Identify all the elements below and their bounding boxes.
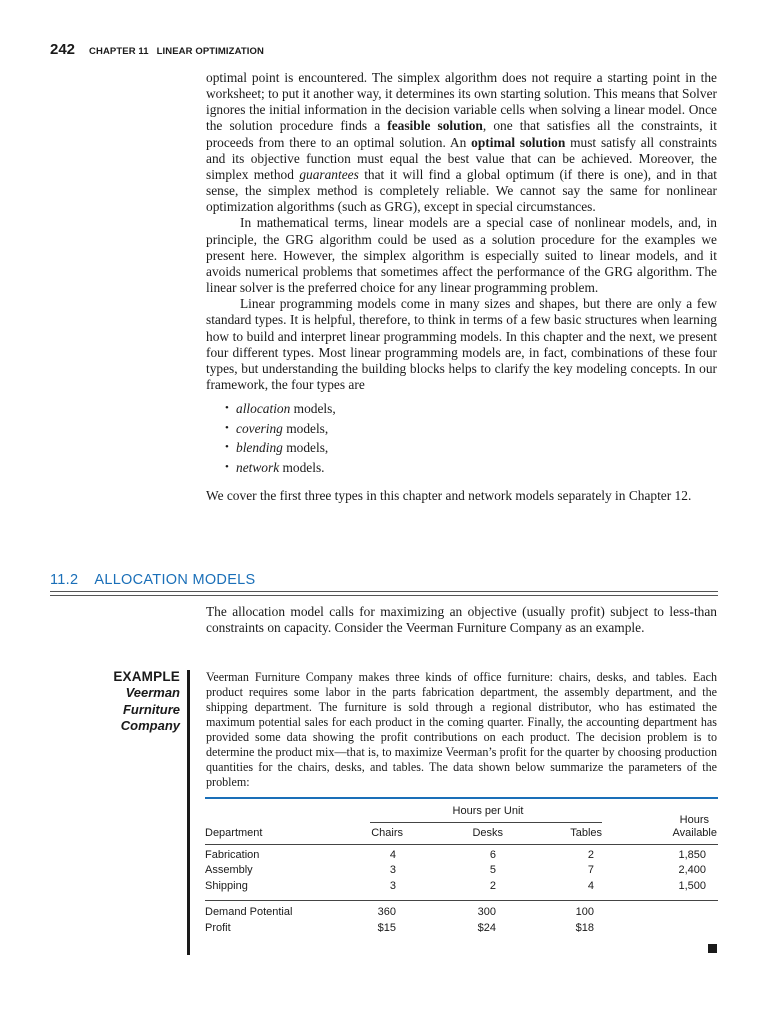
model-types-list bbox=[206, 399, 717, 477]
term-optimal-solution: optimal solution bbox=[471, 134, 566, 150]
col-header-hours: Hours bbox=[679, 814, 709, 826]
example-label bbox=[50, 668, 180, 735]
chapter-header bbox=[89, 46, 264, 57]
text-run: must satisfy all constraints and its objective function must equal the best value that can be achieved. Moreover, the simplex method bbox=[206, 134, 717, 182]
cell-tables: 4 bbox=[587, 880, 594, 892]
example-name-line: Veerman bbox=[125, 685, 180, 700]
cell-tables: 7 bbox=[587, 864, 594, 876]
group-header-rule bbox=[370, 822, 602, 823]
cell-profit-desks: $24 bbox=[477, 922, 496, 934]
cell-chairs: 3 bbox=[389, 880, 396, 892]
cell-chairs: 4 bbox=[389, 849, 396, 861]
cell-tables: 2 bbox=[587, 849, 594, 861]
cell-hours: 1,500 bbox=[678, 880, 706, 892]
emphasis-guarantees: guarantees bbox=[299, 166, 359, 182]
row-dept: Assembly bbox=[205, 864, 253, 876]
row-profit-label: Profit bbox=[205, 922, 231, 934]
paragraph-simplex bbox=[206, 70, 717, 215]
cell-desks: 2 bbox=[489, 880, 496, 892]
table-group-header: Hours per Unit bbox=[452, 805, 524, 817]
running-header bbox=[50, 41, 264, 59]
cell-profit-chairs: $15 bbox=[377, 922, 396, 934]
example-name-line: Furniture bbox=[122, 701, 180, 717]
cell-demand-desks: 300 bbox=[477, 906, 496, 918]
text-run: , one that satisfies all the constraints, it proceeds from there to an optimal solution. An bbox=[206, 118, 717, 150]
col-header-available: Available bbox=[672, 827, 717, 839]
text-run: optimal point is encountered. The simplex algorithm does not require a starting point in the worksheet; to put it another way, it determines its own starting solution. This means that Solver ignores the initial information in the decision variable cells when solving a linear model. Once the solution procedure finds a bbox=[206, 70, 717, 134]
cell-desks: 5 bbox=[489, 864, 496, 876]
section-title: ALLOCATION MODELS bbox=[94, 572, 256, 588]
term-feasible-solution: feasible solution bbox=[387, 118, 483, 134]
section-heading bbox=[50, 572, 256, 588]
body-text-top bbox=[206, 70, 717, 504]
col-header-department: Department bbox=[205, 827, 263, 839]
cell-desks: 6 bbox=[489, 849, 496, 861]
section-intro bbox=[206, 604, 717, 636]
page-number: 242 bbox=[50, 41, 76, 58]
paragraph-allocation-intro: The allocation model calls for maximizing an objective (usually profit) subject to less-than constraints on capacity. Consider the Veerman Furniture Company as an example. bbox=[206, 604, 717, 636]
col-header-chairs: Chairs bbox=[371, 827, 403, 839]
row-dept: Shipping bbox=[205, 880, 248, 892]
example-text bbox=[206, 670, 717, 790]
col-header-tables: Tables bbox=[570, 827, 602, 839]
section-number: 11.2 bbox=[50, 572, 79, 588]
example-tag: EXAMPLE bbox=[113, 669, 180, 684]
chapter-title: LINEAR OPTIMIZATION bbox=[156, 46, 264, 57]
paragraph-model-types: Linear programming models come in many sizes and shapes, but there are only a few standard types. It is helpful, therefore, to think in terms of a few basic structures when learning how to build and interpret linear programming models. In this chapter and the next, we present four different types. Most linear programming models are, in fact, combinations of these four types, but understanding the building blocks helps to clarify the key modeling concepts. In our framework, the four types are bbox=[206, 296, 717, 392]
row-demand-label: Demand Potential bbox=[205, 906, 293, 918]
list-item: • allocation models, bbox=[225, 401, 336, 417]
row-dept: Fabrication bbox=[205, 849, 260, 861]
text-run: that it will find a global optimum (if there is one), and in that sense, the simplex method is completely reliable. We cannot say the same for nonlinear optimization algorithms (such as GRG), except in special circumstances. bbox=[206, 166, 717, 215]
cell-demand-tables: 100 bbox=[575, 906, 594, 918]
table-top-rule bbox=[205, 797, 718, 799]
cell-hours: 2,400 bbox=[678, 864, 706, 876]
section-rule bbox=[50, 591, 718, 596]
cell-profit-tables: $18 bbox=[575, 922, 594, 934]
table-mid-rule bbox=[205, 900, 718, 901]
cell-hours: 1,850 bbox=[678, 849, 706, 861]
cell-demand-chairs: 360 bbox=[377, 906, 396, 918]
list-item: • blending models, bbox=[225, 440, 329, 456]
end-of-example-mark bbox=[708, 944, 717, 953]
example-name-line: Company bbox=[120, 718, 180, 733]
col-header-desks: Desks bbox=[472, 827, 503, 839]
header-rule bbox=[205, 844, 718, 845]
list-item: • network models. bbox=[225, 459, 325, 475]
paragraph-coverage: We cover the first three types in this chapter and network models separately in Chapter 12. bbox=[206, 487, 692, 503]
chapter-number: CHAPTER 11 bbox=[89, 46, 149, 57]
paragraph-veerman: Veerman Furniture Company makes three kinds of office furniture: chairs, desks, and tables. Each product requires some labor in the parts fabrication department, the assembly department, and the shipping department. The furniture is sold through a regional distributor, who has estimated the maximum potential sales for each product in the coming quarter. Finally, the accounting department has provided some data showing the profit contributions on each product. The decision problem is to determine the product mix—that is, to maximize Veerman’s profit for the quarter by choosing production quantities for the chairs, desks, and tables. The data shown below summarize the parameters of the problem: bbox=[206, 670, 717, 789]
example-bar bbox=[187, 670, 190, 955]
cell-chairs: 3 bbox=[389, 864, 396, 876]
list-item: • covering models, bbox=[225, 420, 329, 436]
paragraph-grg: In mathematical terms, linear models are a special case of nonlinear models, and, in principle, the GRG algorithm could be used as a solution procedure for the examples we present here. However, the simplex algorithm is especially suited to linear models, and it avoids numerical problems that sometimes affect the performance of the GRG algorithm. The linear solver is the preferred choice for any linear programming problem. bbox=[206, 215, 717, 296]
